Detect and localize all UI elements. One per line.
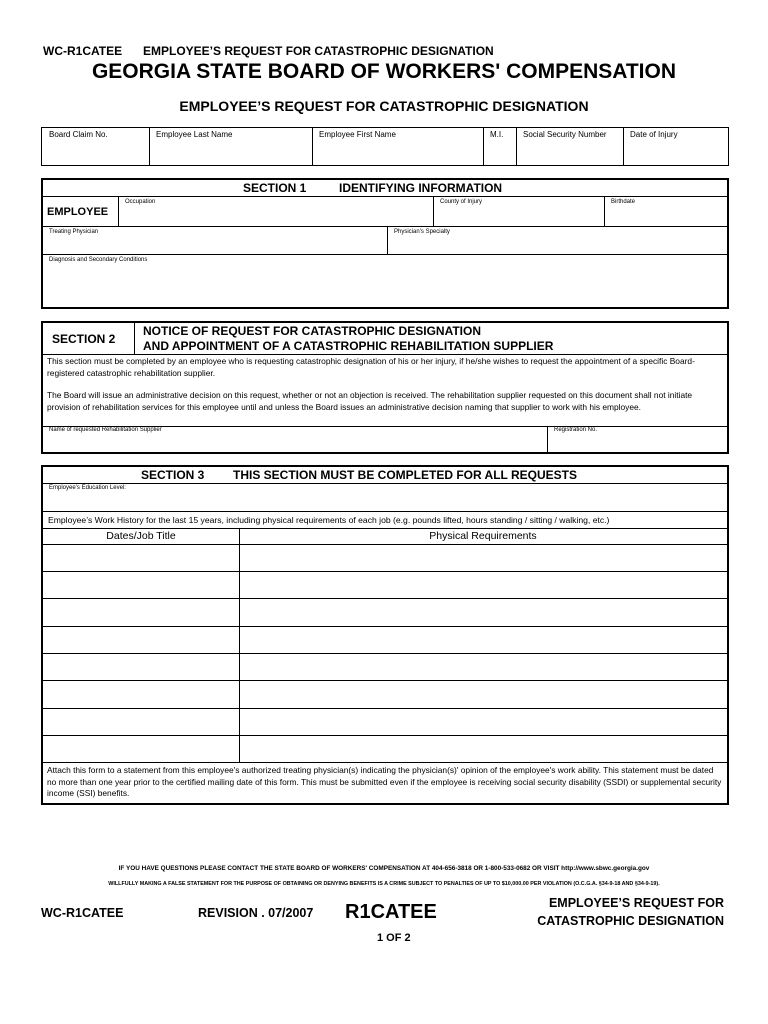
job-title-row-5[interactable] — [43, 654, 239, 680]
contact-info: IF YOU HAVE QUESTIONS PLEASE CONTACT THE STATE BOARD OF WORKERS' COMPENSATION AT 404-656-3818 OR 1-800-533-0682 OR VISIT http://www.sbwc.georgia.gov — [118, 865, 650, 872]
section-2-decision-note: The Board will issue an administrative decision on this request, whether or not an objection is received. The rehabilitation supplier requested on this document shall not initiate provision of rehabilitation services for this employee until and unless the Board issues an administrative decision naming that supplier to work with his employee. — [47, 390, 693, 412]
section-2-title-line2: AND APPOINTMENT OF A CATASTROPHIC REHABILITATION SUPPLIER — [143, 339, 554, 353]
section-2-number: SECTION 2 — [52, 332, 116, 346]
section-3-title: THIS SECTION MUST BE COMPLETED FOR ALL REQUESTS — [233, 468, 578, 482]
registration-no-field[interactable]: Registration No. — [554, 427, 598, 433]
job-title-row-2[interactable] — [43, 572, 239, 598]
supplier-name-field[interactable]: Name of requested Rehabilitation Supplier — [49, 427, 162, 433]
middle-initial-field[interactable]: M.I. — [490, 130, 504, 139]
section-2 — [41, 321, 729, 454]
footer-title-line1: EMPLOYEE’S REQUEST FOR — [548, 896, 724, 910]
form-code: WC-R1CATEE — [43, 44, 123, 58]
physical-req-row-3[interactable] — [240, 599, 727, 625]
job-title-row-6[interactable] — [43, 681, 239, 707]
job-title-row-7[interactable] — [43, 709, 239, 735]
physical-req-row-1[interactable] — [240, 545, 727, 571]
col-physical-requirements: Physical Requirements — [429, 530, 537, 542]
physical-req-row-4[interactable] — [240, 627, 727, 653]
education-level-field[interactable]: Employee’s Education Level: — [49, 485, 126, 491]
physical-req-row-8[interactable] — [240, 736, 727, 762]
section-1-number: SECTION 1 — [243, 181, 307, 195]
birthdate-field[interactable]: Birthdate — [611, 199, 636, 205]
page-number: 1 OF 2 — [377, 932, 411, 944]
form-subtitle: EMPLOYEE’S REQUEST FOR CATASTROPHIC DESIGNATION — [143, 44, 494, 58]
agency-title: GEORGIA STATE BOARD OF WORKERS' COMPENSATION — [91, 60, 677, 83]
col-dates-job-title: Dates/Job Title — [106, 530, 176, 542]
section-1-title: IDENTIFYING INFORMATION — [339, 181, 503, 195]
footer-big-code: R1CATEE — [345, 901, 437, 923]
section-3 — [41, 465, 729, 805]
physician-specialty-field[interactable]: Physician’s Specialty — [394, 229, 450, 235]
employee-label: EMPLOYEE — [47, 206, 109, 218]
employee-last-name-field[interactable]: Employee Last Name — [156, 130, 233, 139]
occupation-field[interactable]: Occupation — [125, 199, 156, 205]
employee-first-name-field[interactable]: Employee First Name — [319, 130, 396, 139]
page-title: EMPLOYEE’S REQUEST FOR CATASTROPHIC DESIGNATION — [179, 98, 589, 114]
job-title-row-3[interactable] — [43, 599, 239, 625]
treating-physician-field[interactable]: Treating Physician — [49, 229, 99, 235]
section-2-instructions: This section must be completed by an employee who is requesting catastrophic designation of his or her injury, if he/she wishes to request the appointment of a specific Board-registered catastrophic rehabilitation supplier. — [47, 356, 695, 378]
false-statement-warning: WILLFULLY MAKING A FALSE STATEMENT FOR THE PURPOSE OF OBTAINING OR DENYING BENEFITS IS A CRIME SUBJECT TO PENALTIES OF UP TO $10,000.00 PER VIOLATION (O.C.G.A. §34-9-18 AND §34-9-19). — [108, 881, 660, 887]
physical-req-row-5[interactable] — [240, 654, 727, 680]
ssn-field[interactable]: Social Security Number — [523, 130, 607, 139]
board-claim-no-field[interactable]: Board Claim No. — [49, 130, 108, 139]
claim-info-table — [41, 127, 729, 166]
county-of-injury-field[interactable]: County of Injury — [440, 199, 483, 205]
job-title-row-1[interactable] — [43, 545, 239, 571]
section-3-number: SECTION 3 — [141, 468, 205, 482]
footer-title-line2: CATASTROPHIC DESIGNATION — [537, 914, 724, 928]
diagnosis-field[interactable]: Diagnosis and Secondary Conditions — [49, 257, 148, 263]
physical-req-row-6[interactable] — [240, 681, 727, 707]
footer-form-code: WC-R1CATEE — [41, 906, 124, 920]
footer-revision: REVISION . 07/2007 — [198, 906, 314, 920]
work-history-instructions: Employee’s Work History for the last 15 years, including physical requirements of each job (e.g. pounds lifted, hours standing / sitting / walking, etc.) — [48, 515, 610, 525]
date-of-injury-field[interactable]: Date of Injury — [630, 130, 678, 139]
section-1 — [41, 178, 729, 309]
job-title-row-4[interactable] — [43, 627, 239, 653]
job-title-row-8[interactable] — [43, 736, 239, 762]
section-2-title-line1: NOTICE OF REQUEST FOR CATASTROPHIC DESIGNATION — [143, 324, 482, 338]
physical-req-row-2[interactable] — [240, 572, 727, 598]
physical-req-row-7[interactable] — [240, 709, 727, 735]
attachment-note: Attach this form to a statement from this employee's authorized treating physician(s) indicating the physician(s)' opinion of the employee's work ability. This statement must be dated no more than one year prior to the certified mailing date of this form. This must be submitted even if the employee is receiving social security disability (SSDI) or supplemental security income (SSI) benefits. — [47, 765, 722, 798]
